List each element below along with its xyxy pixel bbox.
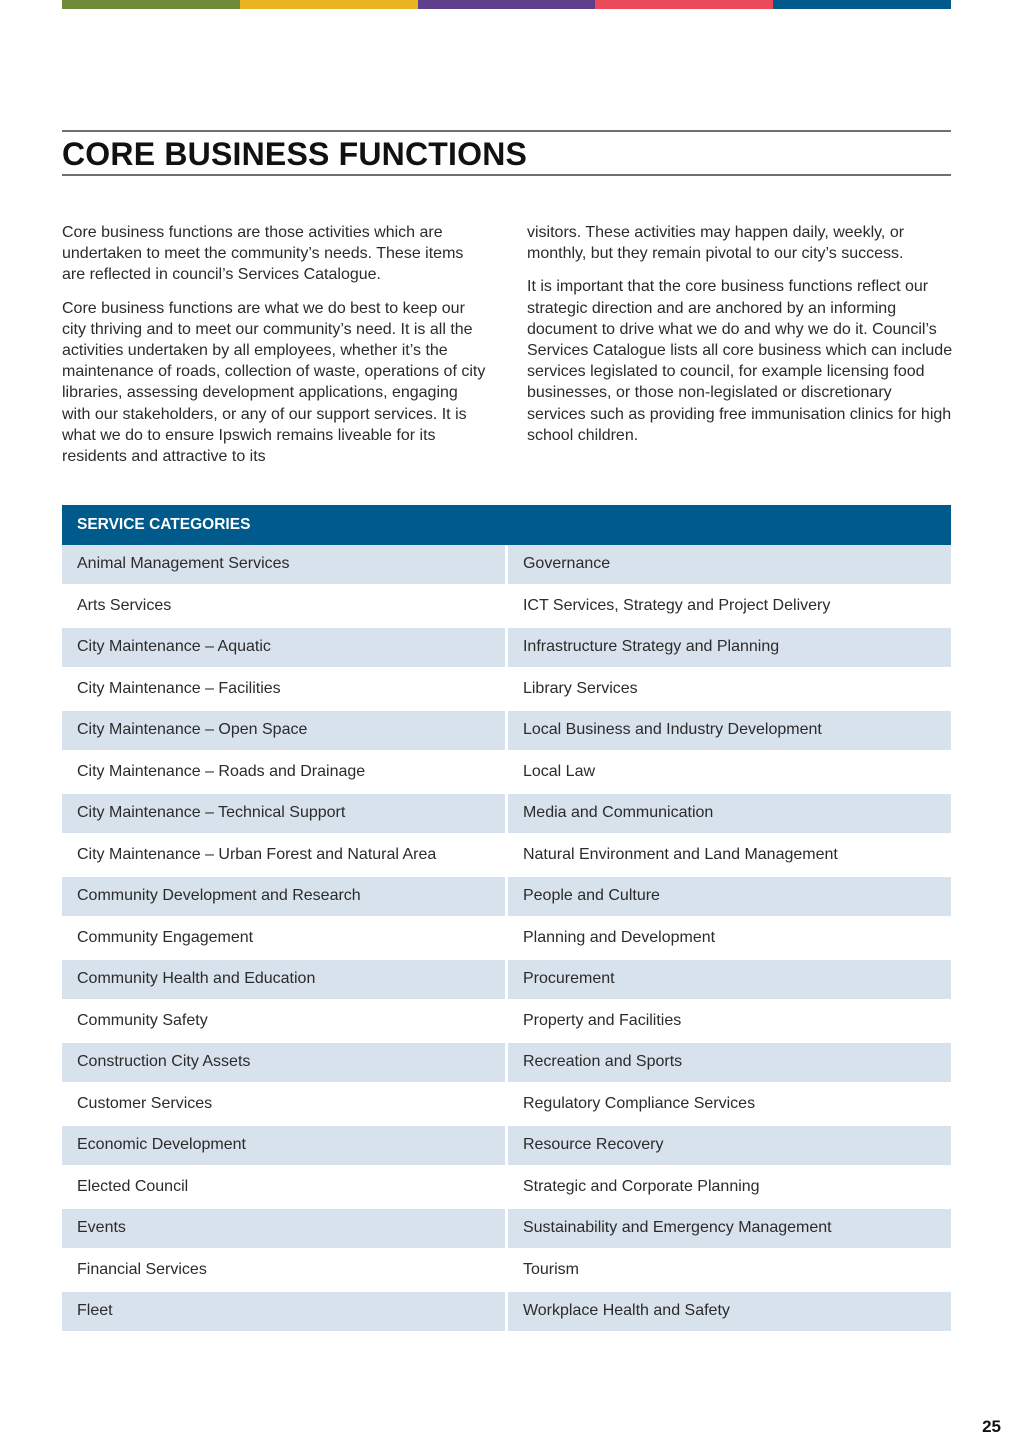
table-cell: Customer Services — [62, 1083, 506, 1125]
table-cell: ICT Services, Strategy and Project Delivery — [506, 585, 951, 627]
table-cell: City Maintenance – Open Space — [62, 710, 506, 752]
table-cell: Procurement — [506, 959, 951, 1001]
table-cell: Community Development and Research — [62, 876, 506, 918]
table-cell: City Maintenance – Facilities — [62, 668, 506, 710]
table-cell: Planning and Development — [506, 917, 951, 959]
service-categories-table — [62, 505, 951, 1334]
table-cell: Construction City Assets — [62, 1042, 506, 1084]
intro-paragraph: visitors. These activities may happen daily, weekly, or monthly, but they remain pivotal to our city’s success. — [527, 224, 905, 263]
table-header: SERVICE CATEGORIES — [62, 505, 951, 545]
table-row — [62, 668, 951, 710]
intro-column-left — [62, 222, 488, 479]
table-cell: Resource Recovery — [506, 1125, 951, 1167]
table-cell: Sustainability and Emergency Management — [506, 1208, 951, 1250]
table-row — [62, 917, 951, 959]
table-cell: City Maintenance – Technical Support — [62, 793, 506, 835]
table-cell: Elected Council — [62, 1166, 506, 1208]
table-cell: Recreation and Sports — [506, 1042, 951, 1084]
table-cell: Property and Facilities — [506, 1000, 951, 1042]
table-row — [62, 834, 951, 876]
table-row — [62, 1291, 951, 1333]
table-cell: Infrastructure Strategy and Planning — [506, 627, 951, 669]
table-cell: Workplace Health and Safety — [506, 1291, 951, 1333]
table-row — [62, 585, 951, 627]
table-row — [62, 1166, 951, 1208]
intro-paragraph: Core business functions are those activities which are undertaken to meet the community’s needs. These items are reflected in council’s Services Catalogue. — [62, 224, 464, 284]
table-cell: City Maintenance – Aquatic — [62, 627, 506, 669]
intro-paragraph: Core business functions are what we do best to keep our city thriving and to meet our community’s need. It is all the activities undertaken by all employees, whether it’s the maintenance of roads, collection of waste, operations of city libraries, assessing development applications, engaging with our stakeholders, or any of our support services. It is what we do to ensure Ipswich remains liveable for its residents and attractive to its — [62, 299, 486, 466]
table-body — [62, 545, 951, 1332]
table-cell: Local Business and Industry Development — [506, 710, 951, 752]
table-cell: Financial Services — [62, 1249, 506, 1291]
table-cell: Library Services — [506, 668, 951, 710]
table-row — [62, 1083, 951, 1125]
table-row — [62, 793, 951, 835]
table-cell: Community Engagement — [62, 917, 506, 959]
table-cell: Natural Environment and Land Management — [506, 834, 951, 876]
title-rule-top — [62, 130, 951, 132]
table-row — [62, 710, 951, 752]
page-title: CORE BUSINESS FUNCTIONS — [62, 136, 528, 172]
table-row — [62, 1125, 951, 1167]
color-bar-segment-yellow — [240, 0, 418, 9]
intro-paragraph: It is important that the core business functions reflect our strategic direction and are anchored by an informing document to drive what we do and why we do it. Council’s Services Catalogue lists all core business which can include services legislated to council, for example licensing food businesses, or those non-legislated or discretionary services such as providing free immunisation clinics for high school children. — [527, 278, 953, 444]
table-cell: Strategic and Corporate Planning — [506, 1166, 951, 1208]
table-row — [62, 751, 951, 793]
color-bar-segment-green — [62, 0, 240, 9]
table-cell: Community Health and Education — [62, 959, 506, 1001]
color-bar-segment-red — [595, 0, 773, 9]
color-bar-segment-purple — [418, 0, 596, 9]
table-cell: Media and Communication — [506, 793, 951, 835]
table-header-row — [62, 505, 951, 545]
table-cell: City Maintenance – Roads and Drainage — [62, 751, 506, 793]
table-row — [62, 627, 951, 669]
table-cell: Local Law — [506, 751, 951, 793]
table-row — [62, 959, 951, 1001]
table-row — [62, 1000, 951, 1042]
table-cell: Arts Services — [62, 585, 506, 627]
table-cell: Tourism — [506, 1249, 951, 1291]
table-cell: Economic Development — [62, 1125, 506, 1167]
table-row — [62, 1208, 951, 1250]
table-cell: Governance — [506, 545, 951, 585]
table-cell: City Maintenance – Urban Forest and Natural Area — [62, 834, 506, 876]
page-number: 25 — [982, 1417, 1001, 1436]
table-cell: Regulatory Compliance Services — [506, 1083, 951, 1125]
color-bar-segment-blue — [773, 0, 951, 9]
table-cell: People and Culture — [506, 876, 951, 918]
title-rule-bottom — [62, 174, 951, 176]
table-row — [62, 876, 951, 918]
table-cell: Events — [62, 1208, 506, 1250]
table-row — [62, 1042, 951, 1084]
table-row — [62, 1249, 951, 1291]
table-cell: Fleet — [62, 1291, 506, 1333]
table-row — [62, 545, 951, 585]
table-cell: Community Safety — [62, 1000, 506, 1042]
intro-column-right — [527, 222, 953, 458]
color-bar — [62, 0, 951, 9]
table-cell: Animal Management Services — [62, 545, 506, 585]
